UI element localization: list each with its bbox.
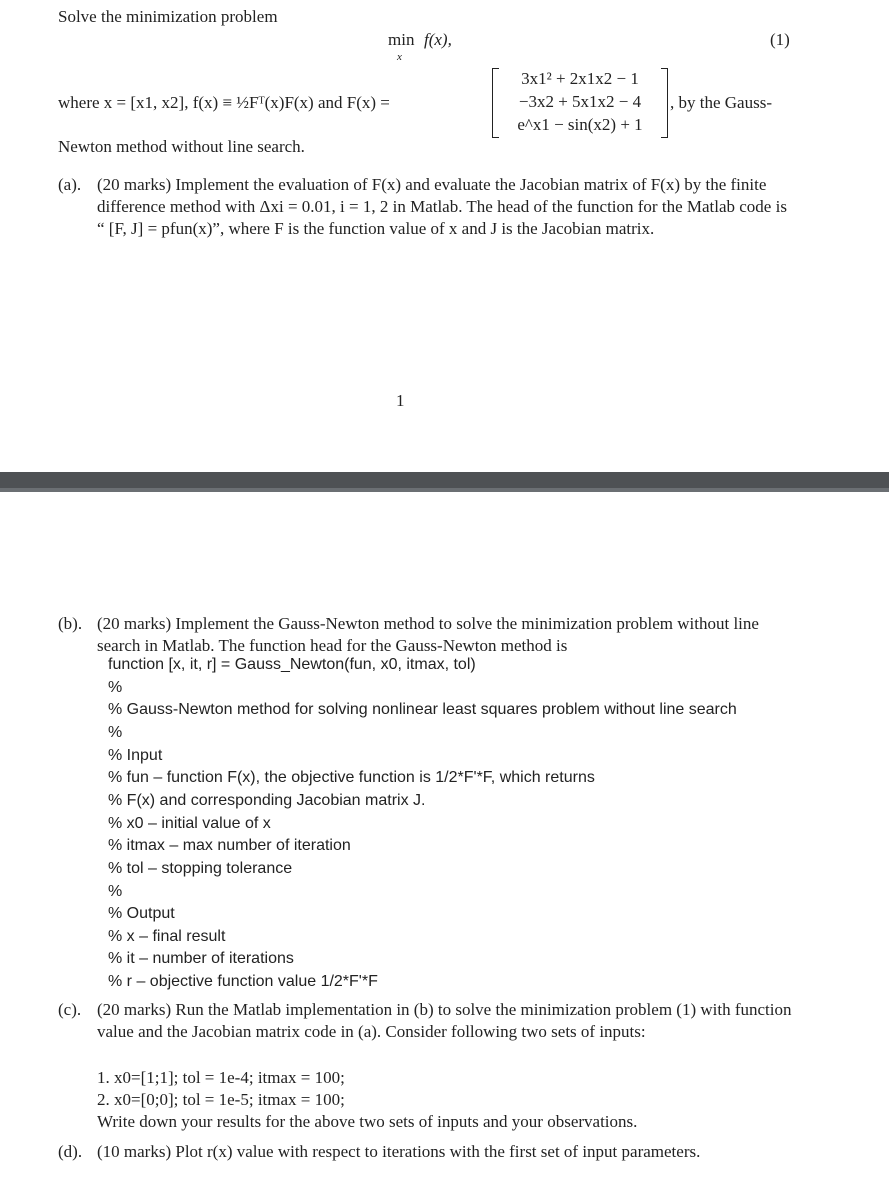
page-divider [0,472,889,492]
part-c-tail: Write down your results for the above two sets of inputs and your observations. [97,1112,638,1131]
min-function: f(x), [424,30,452,49]
code-line: % [108,679,123,696]
part-d-text: (10 marks) Plot r(x) value with respect to iterations with the first set of input parameters. [97,1142,701,1161]
equation-number: (1) [770,30,790,49]
part-c-text: (20 marks) Run the Matlab implementation in (b) to solve the minimization problem (1) with function value and the Jacobian matrix code in (a). Consider following two sets of inputs: [97,1000,792,1041]
newton-method-text: Newton method without line search. [58,137,305,156]
code-line: % Output [108,905,175,922]
code-line: % tol – stopping tolerance [108,860,293,877]
code-line: % F(x) and corresponding Jacobian matrix J. [108,792,426,809]
input-set-1: 1. x0=[1;1]; tol = 1e-4; itmax = 100; [97,1068,345,1087]
part-a-label: (a). [58,175,82,194]
where-clause: where x = [x1, x2], f(x) ≡ ½Fᵀ(x)F(x) and F(x) = [58,93,390,112]
F-row-3: e^x1 − sin(x2) + 1 [517,115,643,134]
code-line: % fun – function F(x), the objective function is 1/2*F'*F, which returns [108,769,595,786]
code-line: % Input [108,747,163,764]
code-line: % itmax – max number of iteration [108,837,351,854]
code-line: % [108,883,123,900]
code-line: % r – objective function value 1/2*F'*F [108,973,378,990]
part-b-text: (20 marks) Implement the Gauss-Newton method to solve the minimization problem without line search in Matlab. The function head for the Gauss-Newton method is [97,614,759,655]
F-vector-matrix [492,68,668,138]
code-line: function [x, it, r] = Gauss_Newton(fun, x0, itmax, tol) [108,656,476,673]
part-b-label: (b). [58,614,83,633]
part-a-text: (20 marks) Implement the evaluation of F(x) and evaluate the Jacobian matrix of F(x) by the finite difference method with Δxi = 0.01, i = 1, 2 in Matlab. The head of the function for the Matlab code is “ [F, J] = pfun(x)”, where F is the function value of x and J is the Jacobian matrix. [97,175,787,238]
code-line: % x0 – initial value of x [108,815,271,832]
F-row-2: −3x2 + 5x1x2 − 4 [518,92,642,111]
part-c-label: (c). [58,1000,82,1019]
by-gauss-text: , by the Gauss- [670,93,772,112]
code-line: % Gauss-Newton method for solving nonlinear least squares problem without line search [108,701,737,718]
F-row-1: 3x1² + 2x1x2 − 1 [521,69,639,88]
input-set-2: 2. x0=[0;0]; tol = 1e-5; itmax = 100; [97,1090,345,1109]
min-subscript: x [397,51,402,63]
min-operator: min [388,30,415,49]
intro-text: Solve the minimization problem [58,7,278,26]
part-d-label: (d). [58,1142,83,1161]
code-line: % x – final result [108,928,226,945]
page-number: 1 [396,391,405,410]
code-line: % [108,724,123,741]
code-line: % it – number of iterations [108,950,294,967]
